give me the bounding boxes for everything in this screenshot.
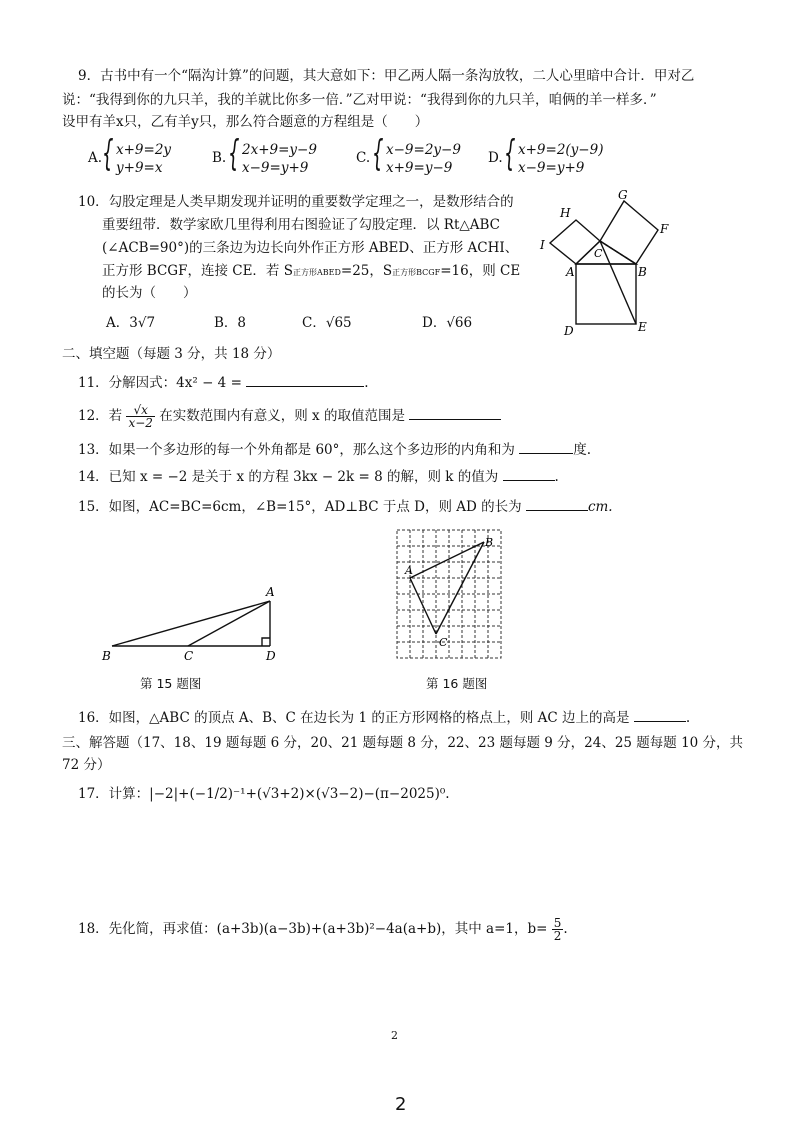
fig15-caption: 第 15 题图 [140, 676, 202, 691]
fig10-label-g: G [618, 188, 628, 202]
q10-line2: 重要纽带．数学家欧几里得利用右图验证了勾股定理．以 Rt△ABC [102, 217, 501, 233]
fig16-caption: 第 16 题图 [426, 676, 488, 691]
q13: 13．如果一个多边形的每一个外角都是 60°，那么这个多边形的内角和为 度. [78, 442, 591, 458]
q14: 14．已知 x = −2 是关于 x 的方程 3kx − 2k = 8 的解，则 k 的值为 . [78, 469, 559, 485]
q10-pythagoras-figure [530, 185, 670, 340]
q9-line2: 说：“我得到你的九只羊，我的羊就比你多一倍．”乙对甲说：“我得到你的九只羊，咱俩的羊一样多．” [62, 92, 657, 108]
fig10-label-d: D [564, 324, 574, 338]
q16-grid-figure [393, 526, 509, 662]
fig10-label-a: A [566, 265, 575, 279]
fig10-label-b: B [638, 265, 647, 279]
q12: 12．若 $\frac{√x}{x-2}$ 在实数范围内有意义，则 x 的取值范围是 [78, 404, 501, 429]
q17: 17．计算：|−2|+(−1/2)⁻¹+(√3+2)×(√3−2)−(π−2025)⁰. [78, 786, 450, 802]
q10-option-d[interactable]: D．√66 [422, 315, 473, 331]
q9-line1: 9．古书中有一个“隔沟计算”的问题，其大意如下：甲乙两人隔一条沟放牧，二人心里暗中合计．甲对乙 [78, 68, 695, 84]
q15-triangle-figure [100, 578, 300, 668]
fig10-label-i: I [540, 238, 545, 252]
section3-line2: 72 分） [62, 757, 111, 773]
page-number-small: 2 [391, 1029, 398, 1042]
fig15-label-b: B [102, 649, 111, 663]
page-number-large: 2 [395, 1094, 407, 1115]
q9-line3: 设甲有羊x只，乙有羊y只，那么符合题意的方程组是（ ） [62, 114, 429, 130]
q10-line1: 10．勾股定理是人类早期发现并证明的重要数学定理之一，是数形结合的 [78, 194, 514, 210]
section3-line1: 三、解答题（17、18、19 题每题 6 分，20、21 题每题 8 分，22、23 题每题 9 分，24、25 题每题 10 分，共 [62, 735, 744, 751]
fig10-label-h: H [560, 206, 571, 220]
fig10-label-f: F [660, 222, 669, 236]
fig15-label-c: C [184, 649, 194, 663]
section2-heading: 二、填空题（每题 3 分，共 18 分） [62, 346, 281, 362]
fig16-label-a: A [405, 564, 413, 577]
q10-option-b[interactable]: B．8 [214, 315, 247, 331]
q16: 16．如图，△ABC 的顶点 A、B、C 在边长为 1 的正方形网格的格点上，则 AC 边上的高是 . [78, 710, 691, 726]
q10-option-c[interactable]: C．√65 [302, 315, 352, 331]
q10-line5: 的长为（ ） [102, 285, 197, 301]
fig16-label-c: C [439, 636, 448, 649]
fig16-label-b: B [485, 536, 494, 549]
q10-line3: (∠ACB=90°)的三条边为边长向外作正方形 ABED、正方形 ACHI、 [102, 240, 519, 256]
q11: 11．分解因式：4x² − 4 = . [78, 375, 369, 391]
q15: 15．如图，AC=BC=6cm，∠B=15°，AD⊥BC 于点 D，则 AD 的长为 cm. [78, 499, 613, 515]
q18: 18．先化简，再求值：(a+3b)(a−3b)+(a+3b)²−4a(a+b)，其中 a=1，b= $\frac{5}{2}$ . [78, 916, 568, 943]
fig10-label-c: C [594, 247, 603, 260]
fig15-label-d: D [266, 649, 276, 663]
q10-line4: 正方形 BCGF，连接 CE．若 S正方形ABED=25，S正方形BCGF=16，则 CE [102, 263, 521, 279]
q10-option-a[interactable]: A．3√7 [106, 315, 156, 331]
fig15-label-a: A [266, 585, 275, 599]
fig10-label-e: E [638, 320, 647, 334]
